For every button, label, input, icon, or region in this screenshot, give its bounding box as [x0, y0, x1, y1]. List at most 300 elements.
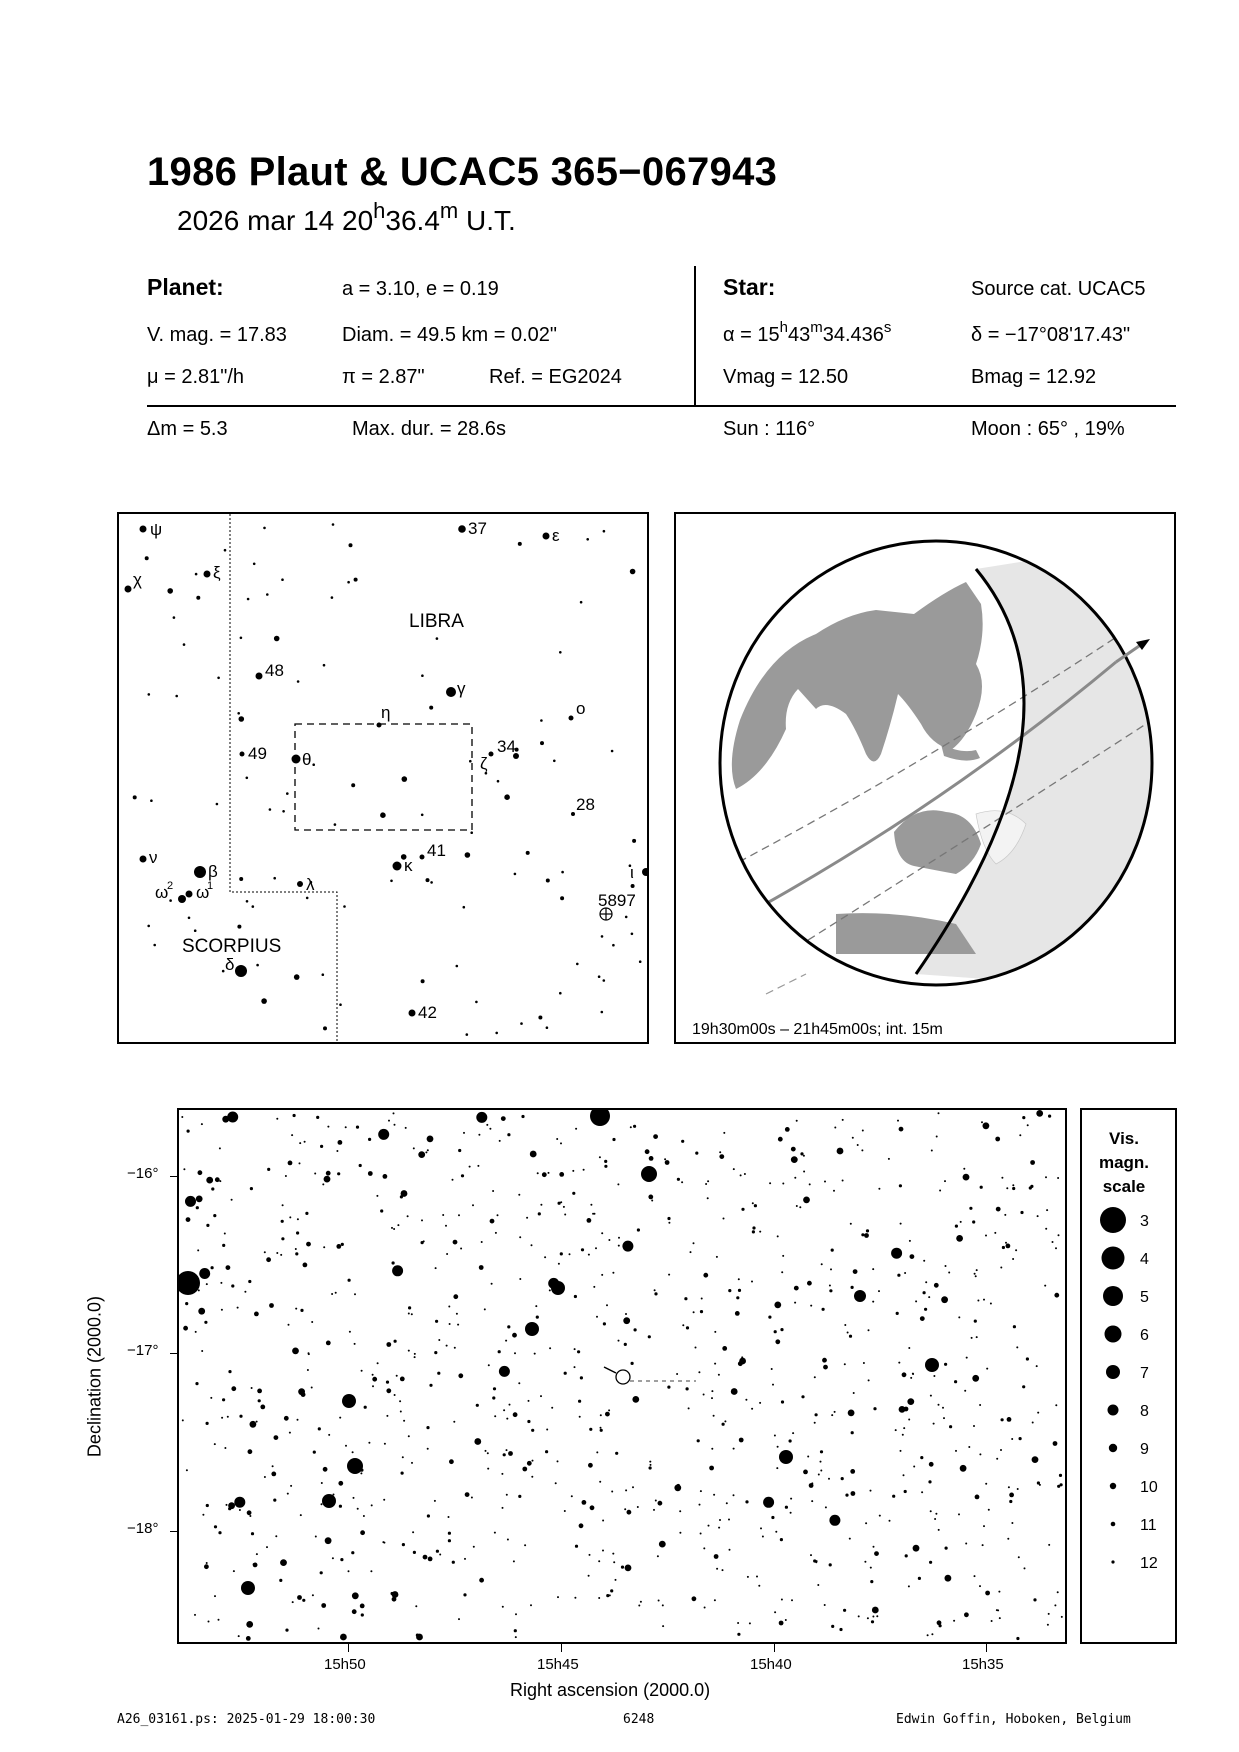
field-star — [391, 1227, 393, 1229]
field-star — [501, 1116, 506, 1121]
field-star — [250, 1421, 257, 1428]
field-star — [1009, 1493, 1014, 1498]
field-star — [910, 1377, 912, 1379]
field-star — [266, 1257, 271, 1262]
field-star — [839, 1628, 842, 1631]
field-star — [1055, 1247, 1057, 1249]
field-star — [771, 1516, 774, 1519]
background-star — [546, 1026, 549, 1029]
field-star — [435, 1267, 437, 1269]
field-star — [1008, 1486, 1010, 1488]
field-star — [538, 1212, 541, 1215]
field-star — [640, 1601, 642, 1603]
field-star — [439, 1554, 441, 1556]
background-star — [559, 992, 562, 995]
field-star — [903, 1474, 905, 1476]
field-star — [618, 1340, 620, 1342]
footer-file: A26_03161.ps: 2025-01-29 18:00:30 — [117, 1712, 376, 1727]
field-star — [214, 1525, 217, 1528]
field-star — [606, 1304, 608, 1306]
field-star — [320, 1571, 323, 1574]
field-star — [713, 1415, 715, 1417]
field-star — [530, 1604, 532, 1606]
field-star — [828, 1478, 830, 1480]
field-star — [238, 1635, 240, 1637]
field-star — [394, 1124, 396, 1126]
field-star — [870, 1567, 872, 1569]
field-star — [202, 1514, 204, 1516]
field-star — [185, 1196, 196, 1207]
background-star — [297, 680, 300, 683]
field-star — [306, 1242, 311, 1247]
field-star — [345, 1445, 347, 1447]
field-star — [722, 1569, 724, 1571]
legend-dot — [1103, 1286, 1123, 1306]
field-star — [231, 1386, 236, 1391]
field-star — [1032, 1422, 1034, 1424]
field-star — [913, 1466, 915, 1468]
field-star — [976, 1336, 978, 1338]
label-epsilon: ε — [552, 526, 560, 545]
field-star — [985, 1235, 987, 1237]
field-star — [300, 1514, 302, 1516]
field-star — [908, 1347, 910, 1349]
field-star — [791, 1147, 796, 1152]
field-star — [863, 1362, 865, 1364]
moon-elongation: Moon : 65° , 19% — [971, 418, 1125, 440]
field-star — [1052, 1241, 1054, 1243]
star-49 — [240, 752, 245, 757]
background-star — [281, 578, 284, 581]
background-star — [465, 852, 471, 858]
field-star — [214, 1443, 216, 1445]
field-star — [559, 1172, 564, 1177]
field-star — [983, 1122, 990, 1129]
background-star — [561, 871, 564, 874]
field-star — [280, 1559, 287, 1566]
field-star — [198, 1289, 200, 1291]
legend-svg — [1082, 1110, 1175, 1642]
field-star — [461, 1174, 464, 1177]
field-star — [1004, 1214, 1006, 1216]
background-star — [586, 538, 589, 541]
field-star — [322, 1183, 324, 1185]
legend-dot — [1105, 1326, 1122, 1343]
field-star — [377, 1362, 379, 1364]
field-star — [503, 1453, 506, 1456]
field-star — [488, 1364, 490, 1366]
background-star — [331, 596, 334, 599]
field-star — [821, 1263, 823, 1265]
field-star — [453, 1240, 458, 1245]
field-star — [1011, 1522, 1013, 1524]
field-star — [515, 1636, 517, 1638]
field-star — [719, 1154, 724, 1159]
field-star — [506, 1494, 508, 1496]
field-star — [711, 1448, 713, 1450]
field-star — [693, 1242, 695, 1244]
field-star — [814, 1422, 816, 1424]
background-star — [286, 792, 289, 795]
field-star — [214, 1595, 216, 1597]
field-star — [1001, 1177, 1003, 1179]
field-star — [257, 1389, 262, 1394]
legend-magnitude: 9 — [1140, 1441, 1149, 1458]
field-star — [281, 1237, 284, 1240]
field-star — [807, 1281, 812, 1286]
page-title: 1986 Plaut & UCAC5 365−067943 — [147, 150, 778, 194]
field-star — [588, 1463, 593, 1468]
field-star — [1053, 1441, 1058, 1446]
legend-dot — [1100, 1207, 1126, 1233]
background-star — [239, 877, 243, 881]
field-star — [299, 1162, 301, 1164]
field-star — [983, 1299, 985, 1301]
field-star — [927, 1634, 929, 1636]
field-star — [206, 1177, 213, 1184]
field-star — [794, 1177, 796, 1179]
field-star — [386, 1342, 391, 1347]
field-star — [979, 1453, 981, 1455]
field-star — [186, 1217, 191, 1222]
field-star — [771, 1368, 773, 1370]
field-star — [834, 1127, 836, 1129]
ra-tick-mark — [561, 1644, 562, 1652]
field-star — [837, 1148, 844, 1155]
field-star — [908, 1585, 910, 1587]
background-star — [526, 851, 530, 855]
field-star — [664, 1158, 666, 1160]
field-star — [372, 1377, 377, 1382]
field-star — [328, 1434, 330, 1436]
background-star — [625, 916, 628, 919]
background-star — [169, 899, 172, 902]
field-star — [492, 1190, 494, 1192]
field-star — [282, 1204, 284, 1206]
field-star — [560, 1252, 563, 1255]
field-star — [621, 1566, 624, 1569]
field-star — [833, 1190, 835, 1192]
field-star — [615, 1579, 617, 1581]
field-star — [653, 1134, 658, 1139]
dec-tick-mark — [170, 1353, 178, 1354]
field-star — [986, 1368, 988, 1370]
field-star — [411, 1313, 413, 1315]
field-star — [792, 1432, 794, 1434]
field-star — [758, 1585, 760, 1587]
field-star — [408, 1313, 410, 1315]
field-star — [820, 1461, 822, 1463]
background-star — [560, 896, 564, 900]
field-star — [782, 1255, 784, 1257]
field-star — [339, 1505, 342, 1508]
field-star — [549, 1289, 551, 1291]
field-star — [513, 1560, 515, 1562]
field-star — [985, 1591, 990, 1596]
star-28 — [571, 812, 575, 816]
field-star — [463, 1593, 466, 1596]
field-star — [704, 1607, 706, 1609]
field-star — [486, 1124, 488, 1126]
background-star — [390, 880, 393, 883]
field-star — [376, 1195, 378, 1197]
field-star — [446, 1345, 448, 1347]
field-star — [587, 1218, 592, 1223]
background-star — [495, 1032, 498, 1035]
field-star — [623, 1317, 630, 1324]
field-star — [775, 1339, 780, 1344]
field-star — [963, 1174, 970, 1181]
field-star — [489, 1128, 491, 1130]
field-star — [318, 1628, 320, 1630]
field-star — [514, 1629, 517, 1632]
field-star — [698, 1371, 700, 1373]
background-star — [349, 543, 353, 547]
field-star — [352, 1592, 359, 1599]
field-star — [711, 1390, 713, 1392]
globe-caption: 19h30m00s – 21h45m00s; int. 15m — [692, 1021, 943, 1038]
field-star — [400, 1411, 402, 1413]
field-star — [233, 1570, 235, 1572]
field-star — [287, 1493, 289, 1495]
field-star — [479, 1578, 484, 1583]
background-star — [175, 695, 178, 698]
background-star — [237, 712, 240, 715]
field-star — [825, 1506, 827, 1508]
field-star — [741, 1356, 743, 1358]
background-star — [252, 905, 255, 908]
star-xi — [204, 571, 211, 578]
field-star — [892, 1495, 895, 1498]
field-star — [688, 1407, 690, 1409]
field-star — [871, 1620, 874, 1623]
field-star — [434, 1351, 437, 1354]
background-star — [196, 596, 200, 600]
field-star — [1032, 1456, 1039, 1463]
field-star — [324, 1176, 331, 1183]
field-star — [401, 1190, 408, 1197]
magnitude-drop: Δm = 5.3 — [147, 418, 228, 440]
field-star — [964, 1612, 969, 1617]
field-star — [809, 1183, 811, 1185]
field-star — [509, 1404, 511, 1406]
field-star — [713, 1494, 715, 1496]
legend-magnitude: 7 — [1140, 1365, 1149, 1382]
star-bmag: Bmag = 12.92 — [971, 366, 1097, 388]
background-star — [148, 693, 151, 696]
field-star — [269, 1303, 274, 1308]
field-star — [380, 1209, 383, 1212]
planet-parallax: π = 2.87" — [342, 366, 425, 388]
field-star — [654, 1289, 656, 1291]
field-star — [421, 1219, 423, 1221]
field-star — [665, 1160, 670, 1165]
field-star — [423, 1555, 428, 1560]
field-star — [307, 1369, 309, 1371]
field-star — [572, 1192, 575, 1195]
field-star — [964, 1390, 966, 1392]
field-star — [405, 1127, 407, 1129]
field-star — [622, 1241, 633, 1252]
field-star — [198, 1170, 203, 1175]
star-omega1 — [186, 891, 193, 898]
ra-tick-1535: 15h35 — [962, 1656, 1004, 1673]
field-star — [210, 1179, 212, 1181]
field-star — [544, 1256, 546, 1258]
background-star — [253, 563, 256, 566]
bright-field-star — [925, 1358, 939, 1372]
field-star — [657, 1555, 659, 1557]
field-star — [408, 1350, 410, 1352]
field-star — [740, 1174, 742, 1176]
legend-dot — [1110, 1483, 1116, 1489]
field-star — [834, 1411, 836, 1413]
planet-track-start — [604, 1367, 616, 1373]
field-star — [363, 1515, 365, 1517]
field-star — [929, 1561, 932, 1564]
field-star — [600, 1427, 602, 1429]
planet-diameter: Diam. = 49.5 km = 0.02" — [342, 324, 557, 346]
field-star — [408, 1306, 411, 1309]
field-star — [831, 1414, 833, 1416]
field-star — [549, 1347, 551, 1349]
field-star — [239, 1415, 242, 1418]
field-star — [631, 1362, 634, 1365]
field-star — [368, 1442, 370, 1444]
field-star — [739, 1438, 744, 1443]
field-star — [851, 1491, 856, 1496]
field-star — [649, 1156, 654, 1161]
field-star — [983, 1525, 985, 1527]
field-star — [249, 1515, 251, 1517]
background-star — [266, 593, 269, 596]
field-star — [206, 1283, 208, 1285]
field-star — [703, 1394, 705, 1396]
background-star — [188, 917, 191, 920]
field-star — [360, 1530, 365, 1535]
field-star — [612, 1272, 614, 1274]
legend-dot — [1111, 1522, 1116, 1527]
field-star — [321, 1603, 326, 1608]
field-star — [522, 1467, 527, 1472]
field-star — [794, 1286, 799, 1291]
field-star — [356, 1126, 359, 1129]
field-star — [699, 1504, 701, 1506]
x-axis-label: Right ascension (2000.0) — [510, 1680, 711, 1700]
field-star — [540, 1395, 542, 1397]
field-star — [870, 1580, 873, 1583]
field-star — [738, 1289, 741, 1292]
field-star — [414, 1356, 416, 1358]
field-star — [323, 1246, 325, 1248]
legend-dot — [1109, 1444, 1117, 1452]
field-star — [1030, 1160, 1035, 1165]
field-star — [414, 1353, 416, 1355]
field-star — [388, 1120, 390, 1122]
field-star — [781, 1271, 783, 1273]
field-star — [658, 1600, 660, 1602]
field-star — [801, 1395, 804, 1398]
field-star — [864, 1233, 869, 1238]
field-star — [684, 1297, 687, 1300]
field-star — [220, 1282, 222, 1284]
field-star — [1045, 1228, 1047, 1230]
field-star — [866, 1229, 869, 1232]
field-star — [403, 1420, 405, 1422]
background-star — [520, 1022, 523, 1025]
field-star — [995, 1137, 1000, 1142]
field-star — [449, 1323, 451, 1325]
field-star — [399, 1400, 401, 1402]
background-star — [306, 897, 309, 900]
field-star — [711, 1397, 713, 1399]
field-star — [512, 1333, 517, 1338]
field-star — [535, 1305, 537, 1307]
field-star — [531, 1429, 534, 1432]
field-star — [258, 1399, 261, 1402]
field-star — [679, 1510, 681, 1512]
field-star — [227, 1416, 229, 1418]
field-star — [402, 1543, 405, 1546]
field-star — [364, 1406, 367, 1409]
field-star — [810, 1554, 812, 1556]
field-star — [931, 1633, 933, 1635]
field-star — [281, 1220, 284, 1223]
field-star — [227, 1112, 238, 1123]
field-star — [777, 1235, 779, 1237]
field-star — [448, 1306, 450, 1308]
field-star — [323, 1467, 328, 1472]
field-star — [935, 1513, 937, 1515]
background-star — [216, 803, 219, 806]
field-star — [600, 1429, 603, 1432]
field-star — [930, 1395, 932, 1397]
dec-tick-16: −16° — [127, 1165, 159, 1182]
bright-field-star — [347, 1458, 363, 1474]
field-star — [909, 1240, 911, 1242]
field-star — [790, 1498, 792, 1500]
field-star — [779, 1621, 784, 1626]
field-star — [774, 1330, 777, 1333]
field-star — [852, 1137, 854, 1139]
field-star — [494, 1532, 496, 1534]
background-star — [150, 799, 153, 802]
field-star — [590, 1505, 595, 1510]
field-star — [246, 1621, 253, 1628]
field-star — [902, 1372, 907, 1377]
field-star — [1057, 1591, 1059, 1593]
field-star — [311, 1387, 313, 1389]
field-star — [340, 1558, 343, 1561]
ra-tick-1550: 15h50 — [324, 1656, 366, 1673]
field-star — [396, 1375, 398, 1377]
field-star — [354, 1293, 356, 1295]
field-star — [953, 1620, 955, 1622]
field-star — [464, 1558, 466, 1560]
field-star — [759, 1402, 761, 1404]
field-star — [340, 1634, 347, 1641]
field-star — [667, 1386, 670, 1389]
field-star — [527, 1420, 530, 1423]
label-psi: ψ — [150, 520, 163, 539]
field-star — [415, 1605, 417, 1607]
background-star — [466, 1033, 469, 1036]
field-star — [979, 1585, 981, 1587]
field-star — [502, 1507, 504, 1509]
field-star — [326, 1341, 331, 1346]
field-star — [830, 1268, 832, 1270]
label-theta: θ — [302, 750, 312, 769]
